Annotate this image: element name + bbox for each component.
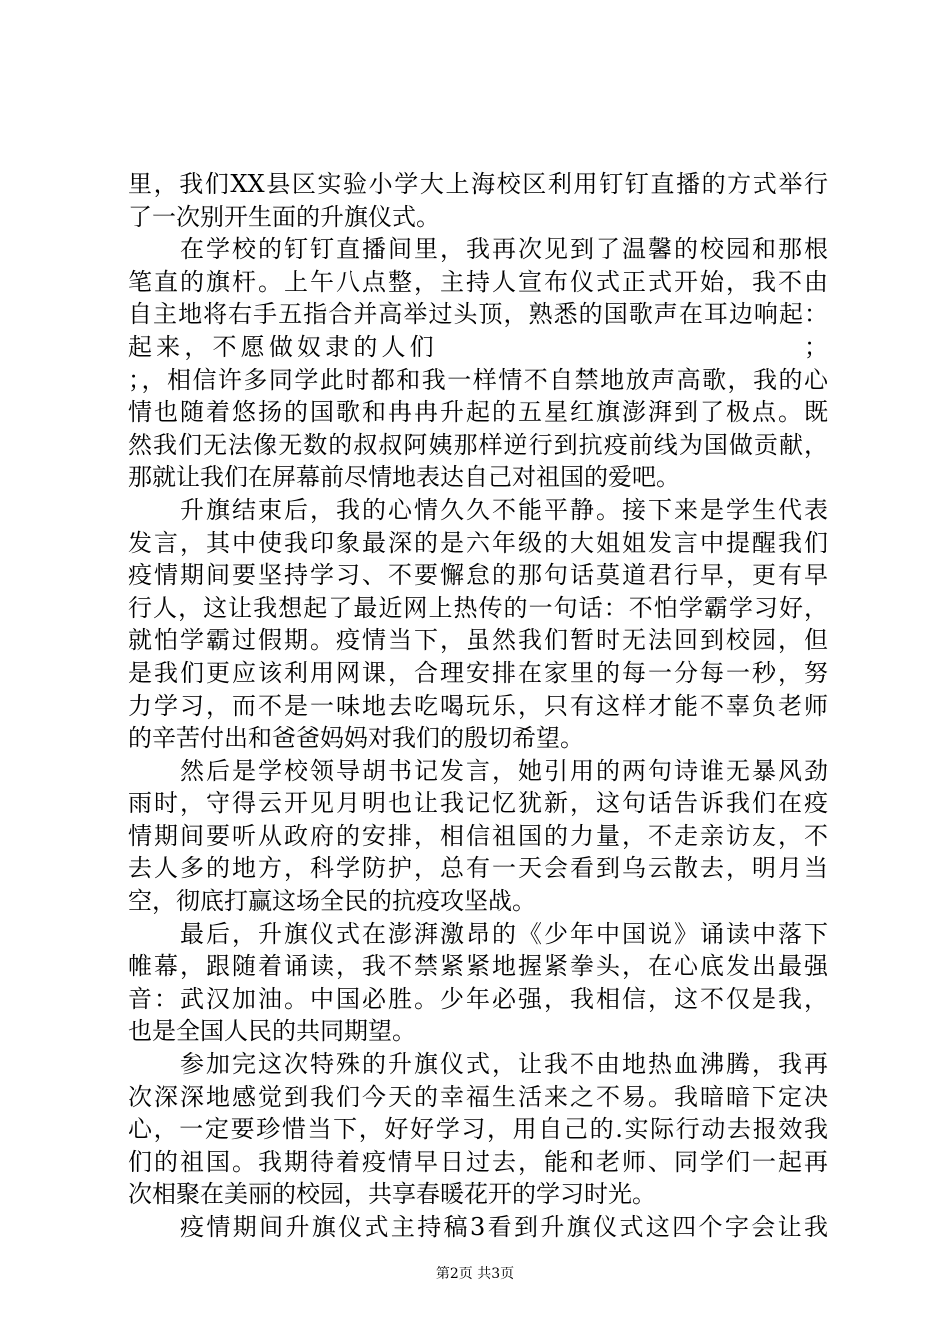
document-body <box>128 168 828 1244</box>
page-footer: 第2页 共3页 <box>435 1266 515 1282</box>
text-line: 次相聚在美丽的校园，共享春暖花开的学习时光。 <box>128 1180 656 1209</box>
text-line: 行人，这让我想起了最近网上热传的一句话：不怕学霸学习好， <box>128 593 828 622</box>
text-line: 力学习，而不是一味地去吃喝玩乐，只有这样才能不辜负老师 <box>128 691 828 720</box>
text-line: 情也随着悠扬的国歌和冉冉升起的五星红旗澎湃到了极点。既 <box>128 398 828 427</box>
text-line: 心，一定要珍惜当下，好好学习，用自己的.实际行动去报效我 <box>128 1115 828 1144</box>
text-line: 了一次别开生面的升旗仪式。 <box>128 202 440 231</box>
text-line: 疫情期间要坚持学习、不要懈怠的那句话莫道君行早，更有早 <box>128 561 828 590</box>
text-line: 空，彻底打赢这场全民的抗疫攻坚战。 <box>128 887 536 916</box>
text-line: 就怕学霸过假期。疫情当下，虽然我们暂时无法回到校园，但 <box>128 626 828 655</box>
text-line: 也是全国人民的共同期望。 <box>128 1017 416 1046</box>
text-line: 是我们更应该利用网课，合理安排在家里的每一分每一秒，努 <box>128 658 828 687</box>
text-line: 参加完这次特殊的升旗仪式，让我不由地热血沸腾，我再 <box>180 1050 828 1079</box>
text-line: 的辛苦付出和爸爸妈妈对我们的殷切希望。 <box>128 724 584 753</box>
text-line: 发言，其中使我印象最深的是六年级的大姐姐发言中提醒我们 <box>128 528 828 557</box>
text-line: 帷幕，跟随着诵读，我不禁紧紧地握紧拳头，在心底发出最强 <box>128 952 828 981</box>
text-line: 最后，升旗仪式在澎湃激昂的《少年中国说》诵读中落下 <box>180 919 828 948</box>
text-line: 在学校的钉钉直播间里，我再次见到了温馨的校园和那根 <box>180 235 828 264</box>
text-line: 雨时，守得云开见月明也让我记忆犹新，这句话告诉我们在疫 <box>128 789 828 818</box>
text-line: 升旗结束后，我的心情久久不能平静。接下来是学生代表 <box>180 495 828 524</box>
text-line: 然后是学校领导胡书记发言，她引用的两句诗谁无暴风劲 <box>180 756 828 785</box>
text-line: 次深深地感觉到我们今天的幸福生活来之不易。我暗暗下定决 <box>128 1082 828 1111</box>
text-line: 笔直的旗杆。上午八点整，主持人宣布仪式正式开始，我不由 <box>128 267 828 296</box>
text-line: 音：武汉加油。中国必胜。少年必强，我相信，这不仅是我， <box>128 984 828 1013</box>
text-line: 里，我们XX县区实验小学大上海校区利用钉钉直播的方式举行 <box>128 170 828 198</box>
text-line: 疫情期间升旗仪式主持稿3看到升旗仪式这四个字会让我 <box>180 1213 828 1241</box>
text-line: 去人多的地方，科学防护，总有一天会看到乌云散去，明月当 <box>128 854 828 883</box>
text-line: 们的祖国。我期待着疫情早日过去，能和老师、同学们一起再 <box>128 1147 828 1176</box>
text-line: ；，相信许多同学此时都和我一样情不自禁地放声高歌，我的心 <box>128 365 828 394</box>
text-line: 情期间要听从政府的安排，相信祖国的力量，不走亲访友，不 <box>128 821 828 850</box>
text-line: 然我们无法像无数的叔叔阿姨那样逆行到抗疫前线为国做贡献， <box>128 430 828 459</box>
text-line: 那就让我们在屏幕前尽情地表达自己对祖国的爱吧。 <box>128 463 680 492</box>
text-line: 自主地将右手五指合并高举过头顶，熟悉的国歌声在耳边响起： <box>128 300 828 329</box>
text-line: 起来，不愿做奴隶的人们 ； <box>128 332 828 361</box>
